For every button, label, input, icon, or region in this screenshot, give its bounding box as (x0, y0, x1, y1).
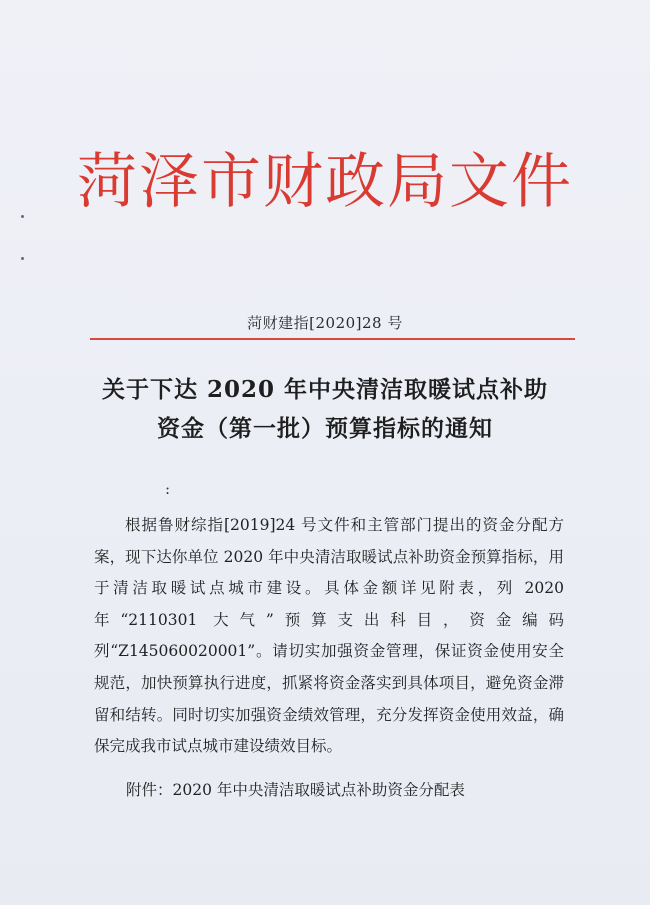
notice-body: 根据鲁财综指[2019]24 号文件和主管部门提出的资金分配方案，现下达你单位 2020 年中央清洁取暖试点补助资金预算指标，用于清洁取暖试点城市建设。具体金额详见附表，列 2020 年“2110301 大气”预算支出科目，资金编码列“Z145060020001”。请切实加强资金管理，保证资金使用安全规范，加快预算执行进度，抓紧将资金落实到具体项目，避免资金滞留和结转。同时切实加强资金绩效管理，充分发挥资金使用效益，确保完成我市试点城市建设绩效目标。 (94, 516, 564, 756)
notice-title-line-1: 关于下达 2020 年中央清洁取暖试点补助 (101, 376, 549, 403)
red-divider-line (90, 338, 575, 340)
notice-title-line-2: 资金（第一批）预算指标的通知 (157, 415, 493, 442)
attachment-line: 附件：2020 年中央清洁取暖试点补助资金分配表 (126, 781, 465, 799)
document-number: 菏财建指[2020]28 号 (247, 314, 403, 332)
salutation: : (165, 480, 171, 498)
issuer-title: 菏泽市财政局文件 (77, 147, 573, 217)
scan-speck (21, 215, 24, 218)
scan-speck (21, 257, 24, 260)
